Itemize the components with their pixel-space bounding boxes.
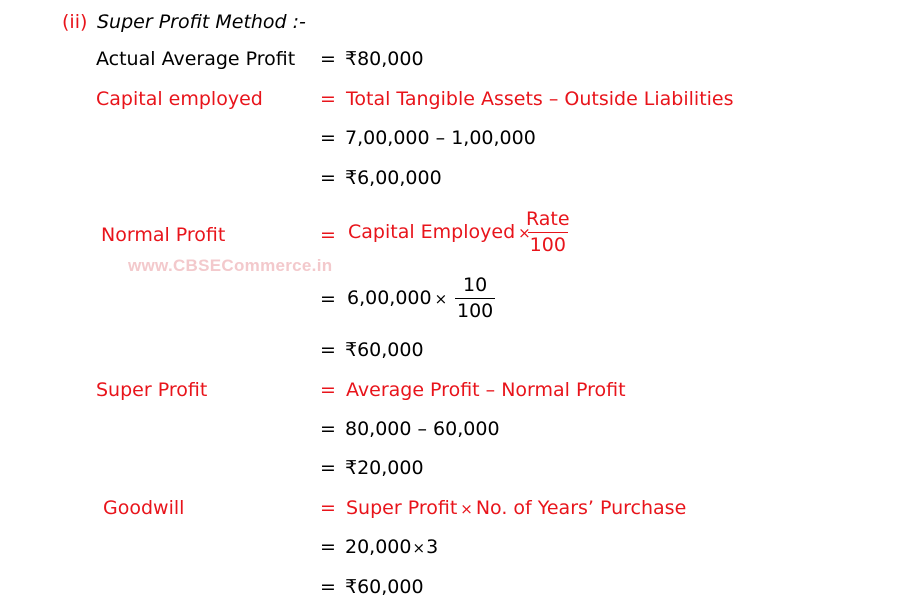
multiply-sign: × (412, 539, 426, 557)
equals-sign: = (320, 288, 336, 310)
capital-employed-result: ₹6,00,000 (345, 167, 442, 189)
capital-employed-step1: 7,00,000 – 1,00,000 (345, 127, 536, 149)
goodwill-step1-a: 20,000 (345, 536, 412, 558)
equals-sign: = (320, 88, 336, 110)
goodwill-result: ₹60,000 (345, 576, 424, 598)
super-profit-formula: Average Profit – Normal Profit (346, 379, 626, 401)
rate-value-fraction (455, 276, 495, 321)
multiply-sign: × (518, 224, 531, 242)
multiply-sign: × (434, 290, 448, 308)
normal-profit-step1-text: 6,00,000 (347, 287, 432, 309)
equals-sign: = (320, 339, 336, 361)
equals-sign: = (320, 536, 336, 558)
equals-sign: = (320, 127, 336, 149)
capital-employed-label: Capital employed (96, 88, 263, 110)
equals-sign: = (320, 576, 336, 598)
fraction-denominator: 100 (529, 234, 566, 256)
goodwill-label: Goodwill (103, 497, 185, 519)
fraction-numerator: Rate (526, 208, 570, 230)
fraction-denominator: 100 (457, 300, 494, 322)
rate-fraction (524, 210, 572, 255)
watermark: www.CBSECommerce.in (128, 256, 333, 275)
normal-profit-result: ₹60,000 (345, 339, 424, 361)
equals-sign: = (320, 167, 336, 189)
goodwill-step1 (345, 538, 438, 557)
actual-average-profit-label: Actual Average Profit (96, 48, 296, 70)
normal-profit-step1 (347, 289, 450, 308)
equals-sign: = (320, 497, 336, 519)
normal-profit-formula (348, 223, 534, 242)
goodwill-formula (346, 499, 686, 518)
section-number: (ii) (62, 11, 88, 33)
equals-sign: = (320, 418, 336, 440)
normal-profit-label: Normal Profit (101, 224, 226, 246)
goodwill-formula-a: Super Profit (346, 497, 458, 519)
fraction-numerator: 10 (463, 274, 488, 296)
normal-profit-formula-text: Capital Employed (348, 221, 516, 243)
capital-employed-formula: Total Tangible Assets – Outside Liabilities (346, 88, 734, 110)
equals-sign: = (320, 379, 336, 401)
super-profit-result: ₹20,000 (345, 457, 424, 479)
goodwill-formula-b: No. of Years’ Purchase (475, 497, 687, 519)
super-profit-label: Super Profit (96, 379, 208, 401)
goodwill-step1-b: 3 (426, 536, 439, 558)
super-profit-step1: 80,000 – 60,000 (345, 418, 500, 440)
equals-sign: = (320, 224, 336, 246)
actual-average-profit-value: ₹80,000 (345, 48, 424, 70)
equals-sign: = (320, 457, 336, 479)
multiply-sign: × (460, 500, 473, 518)
section-title: Super Profit Method :- (97, 11, 306, 33)
equals-sign: = (320, 48, 336, 70)
